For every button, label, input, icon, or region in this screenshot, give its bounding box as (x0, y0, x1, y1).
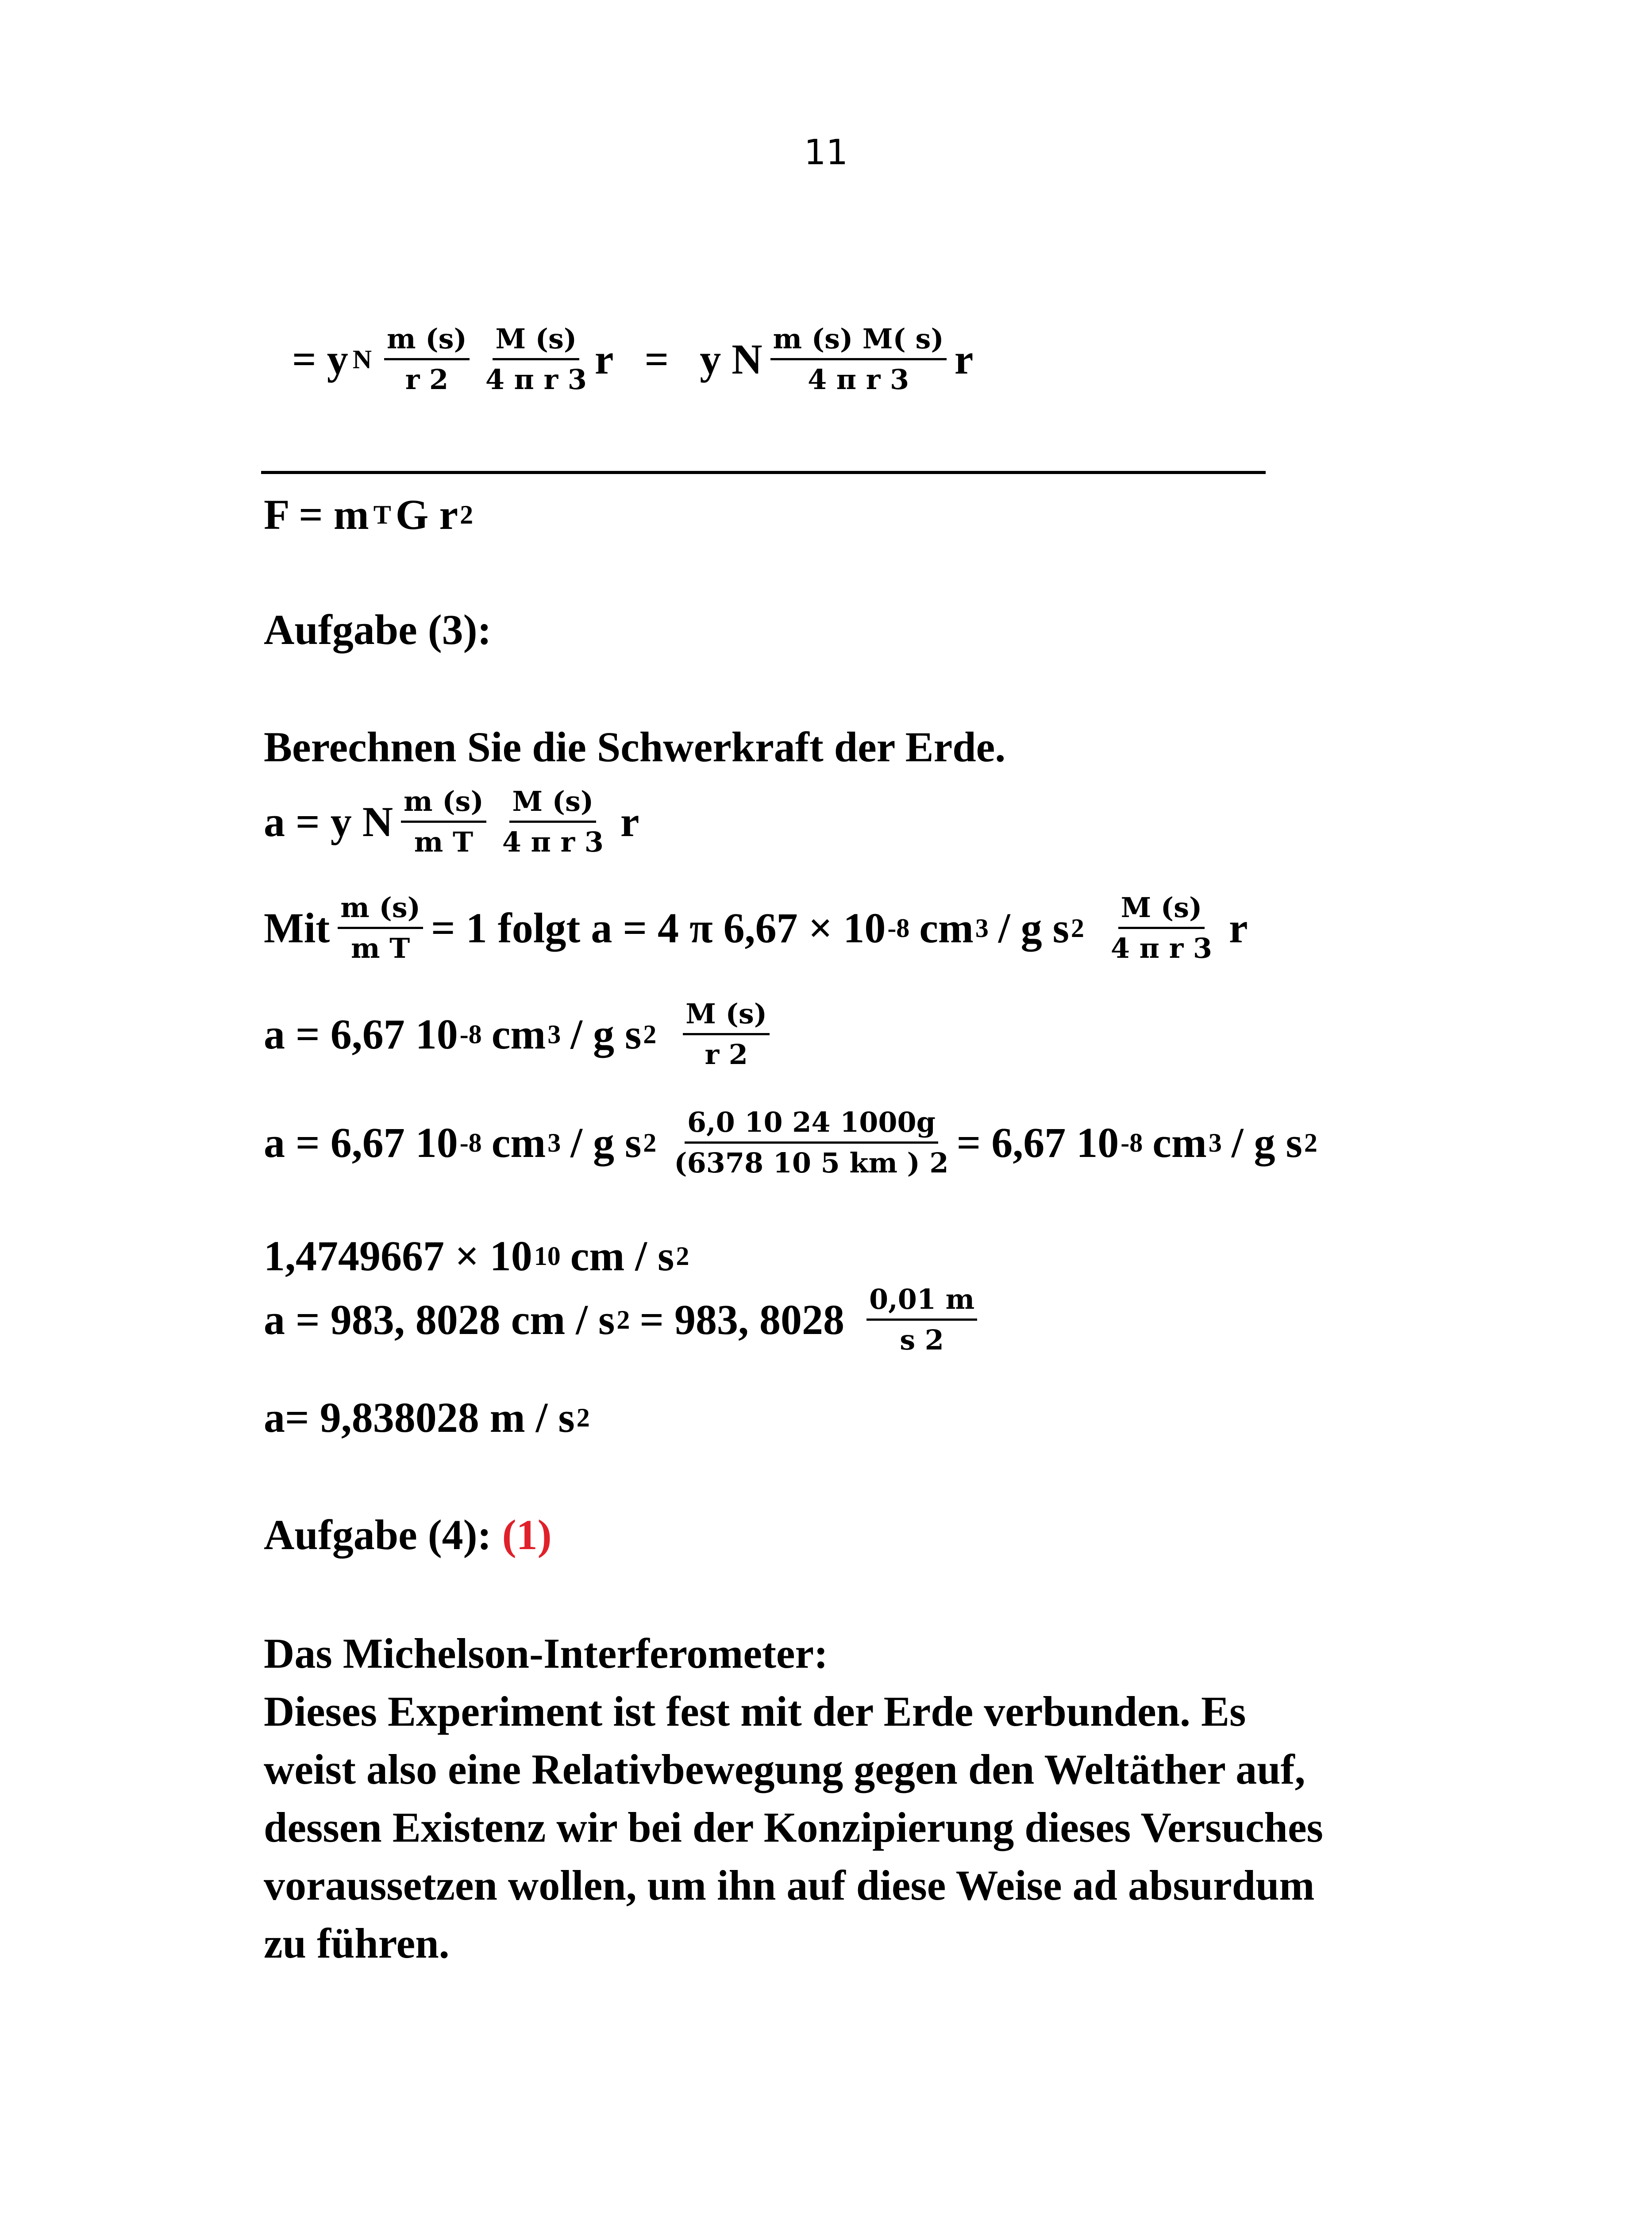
eq-unit: cm / s (570, 1232, 674, 1280)
eq-term: y N (700, 335, 762, 383)
eq-variable: r (1229, 904, 1248, 952)
michelson-section (264, 1624, 1414, 1972)
result-cm-per-s2: a = 983, 8028 cm / s 2 = 983, 8028 $\frac{0,01 m}{s 2}$ (264, 1284, 985, 1356)
fraction-denominator: (6378 10 5 km ) 2 (674, 1147, 949, 1180)
eq-text: = 983, 8028 (639, 1295, 845, 1343)
eq-text: = 1 folgt a = 4 π 6,67 × 10 (431, 904, 886, 952)
horizontal-rule (261, 471, 1266, 474)
eq-unit: cm (491, 1010, 546, 1058)
heading-aufgabe-3: Aufgabe (3): (264, 606, 492, 653)
fraction-numerator: M (s) (1118, 892, 1205, 929)
fraction-numerator: 6,0 10 24 1000g (685, 1106, 938, 1144)
eq-unit: / g s (1231, 1118, 1302, 1166)
page-number: 11 (804, 133, 848, 173)
fraction (485, 323, 587, 396)
formula-force: F = m T G r 2 (264, 491, 474, 538)
section-title: Das Michelson-Interferometer: (264, 1630, 828, 1677)
eq-variable: r (620, 798, 639, 845)
footnote-reference: (1) (502, 1511, 552, 1558)
result-final: a= 9,838028 m / s 2 (264, 1394, 590, 1441)
fraction (384, 323, 470, 396)
eq-unit: cm (919, 904, 974, 952)
eq-unit: cm (1152, 1118, 1207, 1166)
equation-acceleration-3: a = 6,67 10 -8 cm 3 / g s 2 $\frac{6,0 10 24 1000g}{(6378 10 5 km ) 2}$ = 6,67 10 -8 cm 3 / g s 2 (264, 1106, 1317, 1180)
fraction-numerator: M (s) (509, 786, 596, 823)
equation-acceleration-1 (264, 786, 639, 858)
fraction-numerator: m (s) (338, 892, 423, 929)
formula-lhs: F = m (264, 491, 369, 538)
eq-text: a = 6,67 10 (264, 1010, 458, 1058)
fraction-denominator: 4 π r 3 (502, 826, 604, 859)
fraction-denominator: s 2 (900, 1324, 944, 1357)
fraction (770, 323, 947, 396)
paragraph-line: Dieses Experiment ist fest mit der Erde verbunden. Es (264, 1688, 1246, 1735)
eq-unit: / g s (998, 904, 1069, 952)
eq-sign: = (644, 335, 669, 383)
fraction (502, 786, 604, 858)
fraction (338, 892, 423, 964)
fraction-denominator: 4 π r 3 (485, 363, 587, 396)
fraction-denominator: r 2 (705, 1038, 748, 1071)
fraction-denominator: 4 π r 3 (808, 363, 909, 396)
formula-rhs: G r (395, 491, 458, 538)
fraction-numerator: m (s) (384, 323, 470, 360)
fraction-denominator: 4 π r 3 (1110, 932, 1213, 965)
fraction (674, 1106, 948, 1179)
eq-text: a= 9,838028 m / s (264, 1394, 575, 1441)
fraction-numerator: m (s) M( s) (770, 323, 947, 360)
paragraph-line: zu führen. (264, 1920, 450, 1967)
eq-text: a = 983, 8028 cm / s (264, 1295, 615, 1343)
equation-acceleration-2: a = 6,67 10 -8 cm 3 / g s 2 $\frac{M (s)}{r 2}$ (264, 998, 778, 1071)
fraction-numerator: M (s) (493, 323, 579, 360)
equation-mit: Mit $\frac{m (s)}{\text{m T}}$ = 1 folgt a = 4 π 6,67 × 10 -8 cm 3 / g s 2 $\frac{M (s)}{\text{4 π r 3}}$ r (264, 891, 1248, 965)
formula-subscript: T (373, 500, 391, 529)
eq-variable: r (594, 335, 614, 383)
heading-label: Aufgabe (4): (264, 1511, 492, 1558)
eq-lead: = y (292, 335, 348, 383)
paragraph-line: weist also eine Relativbewegung gegen den Weltäther auf, (264, 1746, 1305, 1793)
paragraph-line: voraussetzen wollen, um ihn auf diese Weise ad absurdum (264, 1862, 1315, 1909)
eq-text: a = 6,67 10 (264, 1118, 458, 1166)
eq-unit: cm (491, 1118, 546, 1166)
fraction (866, 1284, 977, 1356)
eq-word: Mit (264, 904, 330, 952)
paragraph-line: dessen Existenz wir bei der Konzipierung dieses Versuches (264, 1804, 1323, 1851)
fraction (1111, 892, 1212, 964)
fraction-denominator: r 2 (405, 363, 449, 396)
fraction-denominator: m T (350, 932, 410, 965)
fraction-numerator: 0,01 m (866, 1284, 977, 1321)
fraction-numerator: m (s) (401, 786, 486, 823)
eq-subscript: N (352, 344, 372, 374)
task-description: Berechnen Sie die Schwerkraft der Erde. (264, 723, 1006, 771)
eq-lhs: a = y N (264, 798, 393, 845)
eq-unit: / g s (570, 1118, 642, 1166)
heading-aufgabe-4 (264, 1511, 552, 1558)
equation-gravity-force (292, 323, 973, 396)
fraction (401, 786, 486, 858)
eq-unit: / g s (570, 1010, 642, 1058)
eq-text: 1,4749667 × 10 (264, 1232, 532, 1280)
eq-variable: r (954, 335, 974, 383)
result-intermediate: 1,4749667 × 10 10 cm / s 2 (264, 1232, 689, 1280)
fraction-numerator: M (s) (683, 998, 770, 1035)
fraction-denominator: m T (414, 826, 474, 859)
eq-text: = 6,67 10 (956, 1118, 1119, 1166)
fraction (683, 998, 770, 1071)
